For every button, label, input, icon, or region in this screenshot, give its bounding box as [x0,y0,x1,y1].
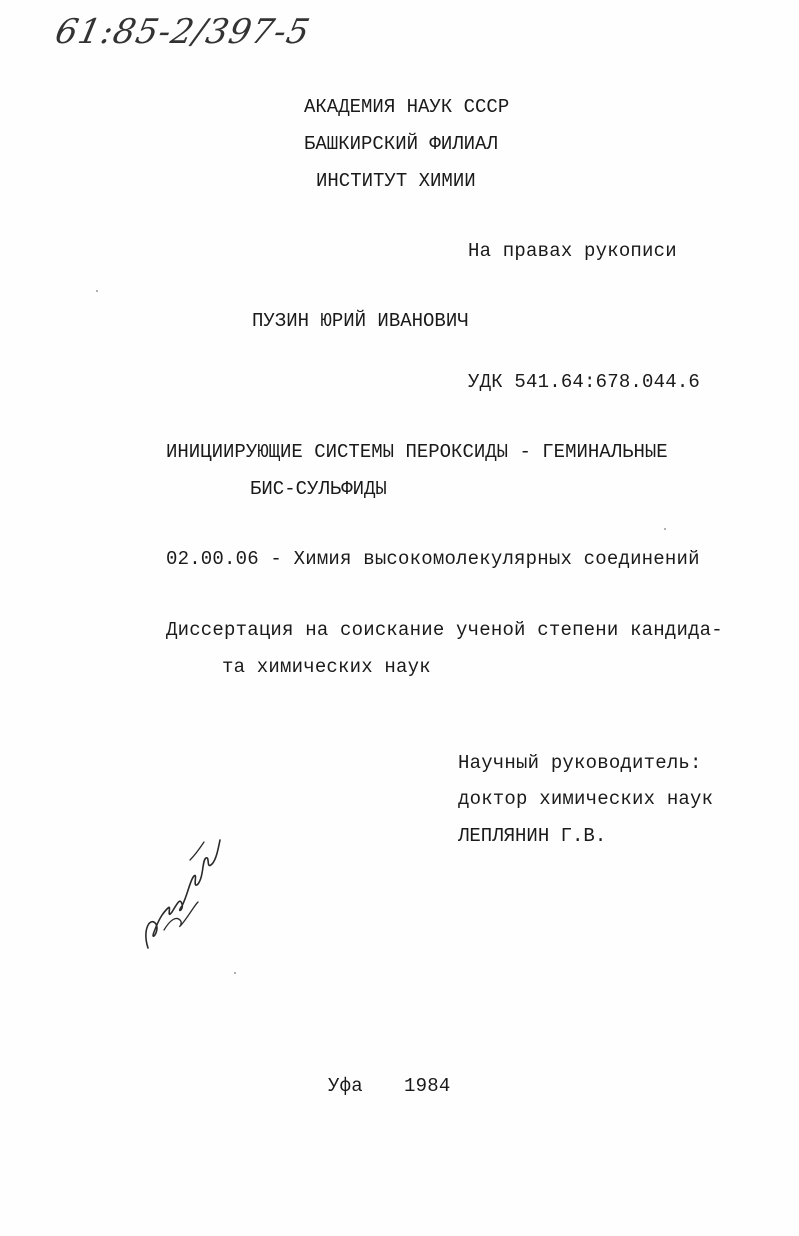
manuscript-note: На правах рукописи [468,240,677,262]
title-line-2: БИС-СУЛЬФИДЫ [250,478,387,500]
supervisor-name: ЛЕПЛЯНИН Г.В. [458,825,607,847]
scan-speck [96,290,98,292]
author-name: ПУЗИН ЮРИЙ ИВАНОВИЧ [252,310,469,332]
supervisor-label: Научный руководитель: [458,752,702,774]
supervisor-degree: доктор химических наук [458,788,714,810]
dissertation-line-1: Диссертация на соискание ученой степени кандида- [166,619,723,641]
footer-city: Уфа [328,1075,363,1097]
archive-number: 61:85-2/397-5 [51,12,314,52]
header-academy: АКАДЕМИЯ НАУК СССР [304,96,510,118]
handwritten-signature [120,820,240,960]
header-institute: ИНСТИТУТ ХИМИИ [316,170,476,192]
footer-city-year [328,1075,450,1097]
dissertation-line-2: та химических наук [222,656,431,678]
scan-speck [664,528,666,530]
udc-code: УДК 541.64:678.044.6 [468,371,701,393]
header-branch: БАШКИРСКИЙ ФИЛИАЛ [304,133,498,155]
specialty: 02.00.06 - Химия высокомолекулярных соединений [166,548,700,570]
scan-speck [234,972,236,974]
footer-year: 1984 [404,1075,451,1097]
title-line-1: ИНИЦИИРУЮЩИЕ СИСТЕМЫ ПЕРОКСИДЫ - ГЕМИНАЛЬНЫЕ [166,441,668,463]
